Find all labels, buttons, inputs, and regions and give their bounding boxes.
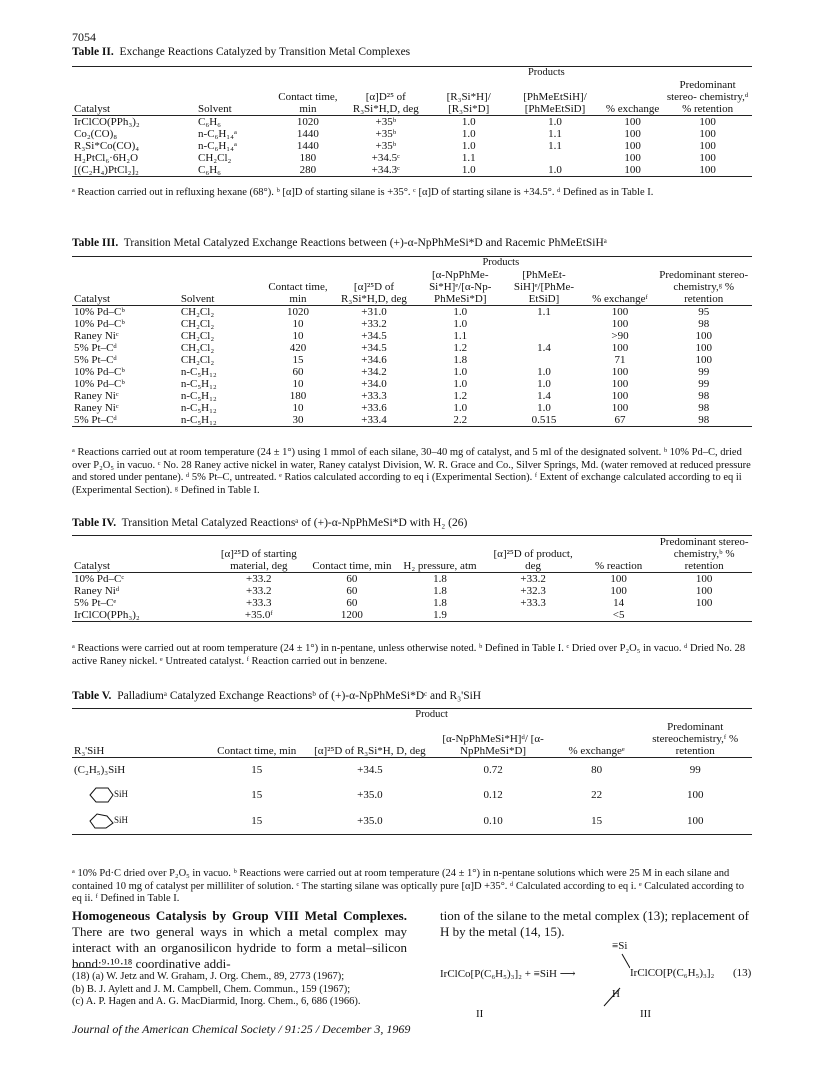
table3-cell: +33.3 — [361, 390, 387, 402]
table2-cell: 280 — [274, 164, 342, 177]
table3-cell: Raney Niᶜ — [74, 330, 119, 342]
table4-cell: 1200 — [309, 609, 395, 622]
table5-label: Table V. — [72, 690, 112, 702]
table3-cell: 1.1 — [453, 330, 468, 342]
table4-footnote: ᵃ Reactions were carried out at room temperature (24 ± 1°) in n-pentane, unless otherwise noted. ᵇ Defined in Table I. ᶜ Dried over P₂O₅ in vacuo. ᵈ Dried No. 28 active Raney nickel. ᵉ Untreated catalyst. ᶠ Reaction carried out in benzene. — [72, 643, 746, 667]
table4-cell: +33.2 — [246, 585, 272, 597]
table4 — [72, 535, 752, 622]
table3-row — [72, 414, 752, 427]
table3-cell — [503, 330, 584, 342]
table4-cell — [656, 609, 752, 622]
table5-caption — [72, 690, 481, 702]
table3-row — [72, 342, 752, 354]
table4-cell: 1.8 — [433, 585, 447, 597]
table3-cell: 10 — [292, 402, 304, 414]
table2-cell: Co₂(CO)₈ — [74, 128, 118, 140]
table3-row — [72, 330, 752, 342]
table2-row — [72, 164, 752, 177]
table2-cell: 1020 — [296, 116, 319, 128]
table3-body — [72, 306, 752, 427]
table4-header-alpha-start: [α]²⁵D of starting material, deg — [208, 536, 309, 573]
table2-cell: +35ᵇ — [375, 128, 397, 140]
table4-header-contact: Contact time, min — [309, 536, 395, 573]
table4-cell: +32.3 — [520, 585, 546, 597]
table5-cell: 15 — [205, 808, 308, 835]
table3-cell: 1.4 — [537, 342, 551, 354]
table3-cell: n-C₅H₁₂ — [180, 402, 217, 414]
table3-row — [72, 318, 752, 330]
table5-product-header: Product — [308, 709, 554, 722]
table3-cell: 100 — [611, 390, 629, 402]
table3-cell: >90 — [611, 330, 629, 342]
table2-cell: 1.0 — [461, 128, 476, 140]
table3-cell: 98 — [655, 414, 752, 427]
table2-cell: 100 — [699, 128, 716, 140]
table5-row — [72, 758, 752, 782]
table3-cell: 30 — [265, 414, 331, 427]
table2-cell: 1.1 — [548, 140, 562, 152]
table2-header-predominant: Predominant stereo- chemistry,ᵈ % retention — [663, 79, 752, 116]
table2-row — [72, 116, 752, 129]
table4-cell: 10% Pd–Cᶜ — [74, 573, 125, 585]
table3-caption — [72, 237, 607, 249]
table3-cell: 99 — [698, 378, 710, 390]
table5-cell: 0.10 — [431, 808, 554, 835]
table3-cell: 98 — [698, 402, 710, 414]
table3-cell: 71 — [614, 354, 626, 366]
table4-cell: 60 — [346, 597, 358, 609]
table2-cell: 100 — [699, 140, 716, 152]
table3-header-ratio2: [PhMeEt- SiH]ᵉ/[PhMe- EtSiD] — [503, 269, 584, 306]
table2-cell: 1.0 — [461, 140, 476, 152]
table2-cell: 1.0 — [429, 164, 507, 177]
table3-header-contact: Contact time, min — [265, 269, 331, 306]
table2-cell: C₆H₆ — [198, 116, 221, 128]
table2-header-ratio2: [PhMeEtSiH]/ [PhMeEtSiD] — [508, 79, 602, 116]
table5-cell: 0.12 — [483, 788, 503, 801]
table3-cell: 10% Pd–Cᵇ — [74, 366, 125, 378]
table4-header-catalyst: Catalyst — [72, 536, 208, 573]
table3-footnote: ᵃ Reactions carried out at room temperature (24 ± 1°) using 1 mmol of each silane, 30–40 mg of catalyst, and 5 ml of the designated solvent. ᵇ 10% Pd–C, dried over P₂O₅ in vacuo. ᶜ No. 28 Raney active nickel in water, Raney catalyst Division, W. R. Grace and Co., Silver Springs, Md. (water removed at reduced pressure and stored under pentane). ᵈ 5% Pt–C, untreated. ᵉ Ratios calculated according to eq i (Experimental Section). ᶠ Extent of exchange calculated according to eq ii (Experimental Section). ᵍ Defined in Table I. — [72, 447, 751, 496]
table2-header-exchange: % exchange — [602, 79, 663, 116]
table3-cell: CH₂Cl₂ — [180, 330, 215, 342]
table3-cell: 10 — [292, 378, 304, 390]
table5-footnote: ᵃ 10% Pd·C dried over P₂O₅ in vacuo. ᵇ Reactions were carried out at room temperature (24 ± 1°) in n-pentane solutions which were 25 M in each silane and contained 10 mg of catalyst per milliliter of solution. ᶜ The starting silane was optically pure [α]D +35°. ᵈ Calculated according to eq i. ᵉ Calculated according to eq ii. ᶠ Defined in Table I. — [72, 868, 744, 904]
table5-row — [72, 782, 752, 808]
reference-rule — [72, 967, 132, 968]
table4-cell: Raney Niᵈ — [74, 585, 120, 597]
equation-number: (13) — [733, 967, 752, 979]
body-right-text: tion of the silane to the metal complex (13); replacement of H by the metal (14, 15). — [440, 908, 750, 939]
table3-cell: 1.0 — [453, 306, 468, 318]
references — [72, 967, 417, 1009]
table2-cell: n-C₆H₁₄ᵃ — [198, 128, 237, 140]
reference-18b: (b) B. J. Aylett and J. M. Campbell, Chem. Commun., 159 (1967); — [72, 983, 351, 995]
body-left-column — [72, 908, 407, 972]
table5-header-alpha: [α]²⁵D of R₃Si*H, D, deg — [308, 721, 431, 758]
table3-cell: n-C₅H₁₂ — [180, 378, 217, 390]
table5-cell: 15 — [555, 808, 639, 835]
table3-cell: CH₂Cl₂ — [180, 306, 215, 318]
table5-cell: 100 — [638, 808, 752, 835]
table5-cell: 100 — [686, 788, 704, 801]
table3-row — [72, 354, 752, 366]
table2-cell: 1440 — [296, 128, 319, 140]
table3-cell: 1.4 — [537, 390, 551, 402]
table3-cell: 100 — [695, 354, 712, 366]
table3-header-alpha: [α]²⁵D of R₃Si*H,D, deg — [331, 269, 417, 306]
table2-cell: +34.5ᶜ — [371, 152, 400, 164]
table4-cell: 1.9 — [395, 609, 486, 622]
reference-18c: (c) A. P. Hagen and A. G. MacDiarmid, Inorg. Chem., 6, 686 (1966). — [72, 996, 361, 1007]
table5-header-ratio: [α-NpPhMeSi*H]ᵈ/ [α-NpPhMeSi*D] — [431, 721, 554, 758]
table4-row — [72, 585, 752, 597]
table4-label: Table IV. — [72, 517, 117, 529]
table2-cell: 1.0 — [508, 164, 602, 177]
table2-label: Table II. — [72, 46, 114, 58]
table4-cell: IrClCO(PPh₃)₂ — [72, 609, 208, 622]
table4-header-pressure: H₂ pressure, atm — [395, 536, 486, 573]
table2 — [72, 66, 752, 177]
table3-cell: 98 — [698, 318, 710, 330]
table3-cell: 100 — [695, 342, 712, 354]
table5-cell: 15 — [251, 763, 263, 776]
table2-cell: 1.1 — [461, 152, 476, 164]
table3-cell: +34.5 — [361, 330, 387, 342]
table3-label: Table III. — [72, 237, 119, 249]
table4-cell: +35.0ᶠ — [208, 609, 309, 622]
table3-cell: 95 — [698, 306, 710, 318]
table5-cell: SiH — [72, 808, 205, 835]
table3-cell: 420 — [289, 342, 307, 354]
table3-cell: 5% Pt–Cᵈ — [74, 342, 117, 354]
compound-label-ii: II — [476, 1008, 484, 1020]
table2-cell: 100 — [699, 152, 716, 164]
table5-header-contact: Contact time, min — [205, 721, 308, 758]
table3-cell: n-C₅H₁₂ — [180, 390, 217, 402]
table3-cell: 2.2 — [417, 414, 503, 427]
table2-body — [72, 116, 752, 177]
table2-cell: 1.0 — [461, 116, 476, 128]
table4-row — [72, 609, 752, 622]
journal-footer: Journal of the American Chemical Society / 91:25 / December 3, 1969 — [72, 1022, 411, 1036]
table2-cell: 100 — [602, 164, 663, 177]
table5-row — [72, 808, 752, 835]
table4-cell: 1.8 — [433, 573, 447, 585]
table3-header-catalyst: Catalyst — [72, 269, 179, 306]
table2-header-alpha: [α]D²⁵ of R₃Si*H,D, deg — [342, 79, 429, 116]
table3-cell: 1.0 — [453, 402, 468, 414]
section-heading: Homogeneous Catalysis by Group VIII Metal Complexes. — [72, 908, 407, 923]
equation-reactants: IrClCo[P(C₆H₅)₃]₂ + ≡SiH ⟶ — [440, 968, 576, 980]
table2-cell: IrClCO(PPh₃)₂ — [74, 116, 140, 128]
table4-cell: 100 — [610, 573, 627, 585]
cyclic-silane-ring-icon — [88, 786, 114, 804]
table3-cell: CH₂Cl₂ — [180, 354, 215, 366]
table5-cell: +34.5 — [357, 763, 383, 776]
table4-cell: 5% Pt–Cᵉ — [74, 597, 117, 609]
table5-body — [72, 758, 752, 835]
table5-cell: SiH — [72, 782, 205, 808]
table3-cell — [503, 354, 584, 366]
table3-cell: 67 — [585, 414, 656, 427]
table3-cell: 10 — [292, 318, 304, 330]
table3-cell: 1.0 — [537, 366, 551, 378]
table3-cell: CH₂Cl₂ — [180, 318, 215, 330]
table4-cell: +33.2 — [520, 573, 546, 585]
table3-cell: +34.6 — [361, 354, 387, 366]
table2-cell: 100 — [624, 116, 641, 128]
table2-cell — [508, 152, 602, 164]
table5-header-exchange: % exchangeᵉ — [555, 721, 639, 758]
table2-cell: 180 — [299, 152, 317, 164]
table2-cell: 100 — [663, 164, 752, 177]
table5 — [72, 708, 752, 835]
table2-cell: [(C₂H₄)PtCl₂]₂ — [72, 164, 196, 177]
table2-cell: 1.0 — [548, 116, 562, 128]
table2-cell: CH₂Cl₂ — [198, 152, 232, 164]
table3-cell: 1.1 — [537, 306, 551, 318]
table4-body — [72, 573, 752, 622]
table5-title: Palladiumᵃ Catalyzed Exchange Reactionsᵇ of (+)-α-NpPhMeSi*Dᶜ and R₃'SiH — [117, 690, 482, 702]
table3-cell: 60 — [292, 366, 304, 378]
table4-header-alpha-product: [α]²⁵D of product, deg — [485, 536, 581, 573]
table2-footnote: ᵃ Reaction carried out in refluxing hexane (68°). ᵇ [α]D of starting silane is +35°. ᶜ [α]D of starting silane is +34.5°. ᵈ Defined as in Table I. — [72, 187, 654, 198]
table4-cell: 100 — [695, 573, 713, 585]
table4-cell: 14 — [613, 597, 625, 609]
table3-products-header: Products — [417, 257, 584, 270]
table3-cell: 1.0 — [453, 366, 468, 378]
table2-cell: +34.3ᶜ — [342, 164, 429, 177]
table2-cell: 1440 — [296, 140, 319, 152]
table2-cell: H₂PtCl₆·6H₂O — [74, 152, 139, 164]
table3-cell: 100 — [611, 366, 629, 378]
table3-cell: 15 — [292, 354, 304, 366]
table3-cell: 10 — [292, 330, 304, 342]
table3-cell: 100 — [695, 330, 712, 342]
table4-cell: 1.8 — [433, 597, 447, 609]
table3-cell: +34.0 — [361, 378, 387, 390]
table4-cell: +33.3 — [520, 597, 546, 609]
table2-cell: 100 — [699, 116, 716, 128]
compound-label-iii: III — [640, 1008, 651, 1020]
table2-title: Exchange Reactions Catalyzed by Transition Metal Complexes — [119, 46, 411, 58]
table3-cell: 5% Pt–Cᵈ — [72, 414, 179, 427]
table5-cell: +35.0 — [308, 808, 431, 835]
table2-cell: +35ᵇ — [375, 140, 397, 152]
table3-header-predominant: Predominant stereo- chemistry,ᵍ % retention — [655, 269, 752, 306]
table3-cell: 0.515 — [503, 414, 584, 427]
table5-cell: (C₂H₅)₃SiH — [74, 763, 126, 776]
table4-caption — [72, 517, 467, 529]
table3-cell: 100 — [611, 318, 629, 330]
table3-cell: n-C₅H₁₂ — [180, 366, 217, 378]
table3-cell: +33.6 — [361, 402, 387, 414]
table3-row — [72, 402, 752, 414]
table3-cell: 1.2 — [453, 342, 468, 354]
table5-cell: 15 — [251, 788, 263, 801]
table3-cell: +34.2 — [361, 366, 387, 378]
table5-cell: 80 — [591, 763, 603, 776]
table3-cell: +33.2 — [361, 318, 387, 330]
table2-row — [72, 140, 752, 152]
table4-cell: +33.2 — [246, 573, 272, 585]
table3-cell: 100 — [611, 306, 629, 318]
table2-cell: 100 — [624, 140, 641, 152]
table2-header-ratio1: [R₃Si*H]/ [R₃Si*D] — [429, 79, 507, 116]
table5-cell: 99 — [689, 763, 701, 776]
table3-cell: 1.0 — [453, 318, 468, 330]
page-number: 7054 — [72, 30, 96, 44]
table2-products-header: Products — [429, 67, 663, 80]
table3-cell: +33.4 — [331, 414, 417, 427]
table3-row — [72, 306, 752, 319]
table4-cell: +33.3 — [246, 597, 272, 609]
table2-cell: +35ᵇ — [375, 116, 397, 128]
table3-cell: 100 — [611, 342, 629, 354]
table3-cell: +34.5 — [361, 342, 387, 354]
table3-header-solvent: Solvent — [179, 269, 265, 306]
table3-row — [72, 378, 752, 390]
table3-cell: +31.0 — [361, 306, 387, 318]
table4-title: Transition Metal Catalyzed Reactionsᵃ of (+)-α-NpPhMeSi*D with H₂ (26) — [121, 517, 468, 529]
table3-header-ratio1: [α-NpPhMe- Si*H]ᵉ/[α-Np- PhMeSi*D] — [417, 269, 503, 306]
table3-cell: 1.8 — [453, 354, 468, 366]
equation-13 — [440, 940, 755, 1020]
table3-cell: Raney Niᶜ — [74, 402, 119, 414]
table2-row — [72, 128, 752, 140]
table3-cell: Raney Niᶜ — [74, 390, 119, 402]
table2-cell: 100 — [624, 152, 641, 164]
table3-cell: 1020 — [286, 306, 309, 318]
table3-cell: 98 — [698, 390, 710, 402]
table5-cell: 0.72 — [483, 763, 503, 776]
table4-cell: 60 — [346, 573, 358, 585]
table4-header-reaction: % reaction — [581, 536, 656, 573]
table3-cell: 99 — [698, 366, 710, 378]
table5-cell: 22 — [591, 788, 603, 801]
table2-header-catalyst: Catalyst — [72, 79, 196, 116]
table4-cell: 100 — [610, 585, 627, 597]
table3-cell: 10% Pd–Cᵇ — [74, 378, 125, 390]
table3-cell: CH₂Cl₂ — [180, 342, 215, 354]
table3-cell: 1.0 — [537, 402, 551, 414]
cyclic-silane-ring-icon — [88, 812, 114, 830]
table5-header-predominant: Predominant stereochemistry,ᶠ % retention — [638, 721, 752, 758]
table2-cell: C₆H₆ — [196, 164, 274, 177]
table3-cell — [503, 318, 584, 330]
table3-header-exchange: % exchangeᶠ — [585, 269, 656, 306]
table2-caption — [72, 46, 410, 58]
table3-cell: 1.0 — [537, 378, 551, 390]
table4-header-predominant: Predominant stereo- chemistry,ᵇ % retention — [656, 536, 752, 573]
table3-cell: 10% Pd–Cᵇ — [74, 306, 125, 318]
equation-si-group: ≡Si — [612, 940, 628, 952]
table3 — [72, 256, 752, 427]
table3-row — [72, 366, 752, 378]
table2-cell: R₃Si*Co(CO)₄ — [74, 140, 140, 152]
table3-cell: 180 — [289, 390, 307, 402]
equation-product: IrClCO[P(C₆H₅)₃]₂ — [630, 967, 715, 979]
table4-cell: 100 — [695, 585, 713, 597]
table2-cell: 100 — [624, 128, 641, 140]
table3-title: Transition Metal Catalyzed Exchange Reactions between (+)-α-NpPhMeSi*D and Racemic PhMeEtSiHᵃ — [123, 237, 607, 249]
table4-row — [72, 573, 752, 586]
table4-cell — [485, 609, 581, 622]
table2-header-solvent: Solvent — [196, 79, 274, 116]
table2-row — [72, 152, 752, 164]
table3-cell: 1.0 — [453, 378, 468, 390]
table5-header-r3sih: R₃'SiH — [72, 721, 205, 758]
table4-cell: 60 — [346, 585, 358, 597]
table5-cell: +35.0 — [357, 788, 383, 801]
body-left-text: There are two general ways in which a metal complex may interact with an organosilicon hydride to form a metal–silicon bond:⁹·¹⁰·¹⁸ coordinative addi- — [72, 924, 407, 971]
table2-cell: n-C₆H₁₄ᵃ — [198, 140, 237, 152]
table4-cell: 100 — [695, 597, 713, 609]
table3-row — [72, 390, 752, 402]
equation-hydride: H — [612, 988, 620, 1000]
table2-header-contact: Contact time, min — [274, 79, 342, 116]
table3-cell: 1.2 — [453, 390, 468, 402]
table4-row — [72, 597, 752, 609]
table3-cell: 5% Pt–Cᵈ — [74, 354, 117, 366]
equation-bonds — [600, 952, 630, 1012]
reference-18a: (18) (a) W. Jetz and W. Graham, J. Org. Chem., 89, 2773 (1967); — [72, 971, 345, 982]
table4-cell: <5 — [581, 609, 656, 622]
table3-cell: 100 — [611, 378, 629, 390]
table3-cell: 10% Pd–Cᵇ — [74, 318, 125, 330]
table3-cell: 100 — [611, 402, 629, 414]
table2-cell: 1.1 — [548, 128, 562, 140]
table3-cell: n-C₅H₁₂ — [179, 414, 265, 427]
